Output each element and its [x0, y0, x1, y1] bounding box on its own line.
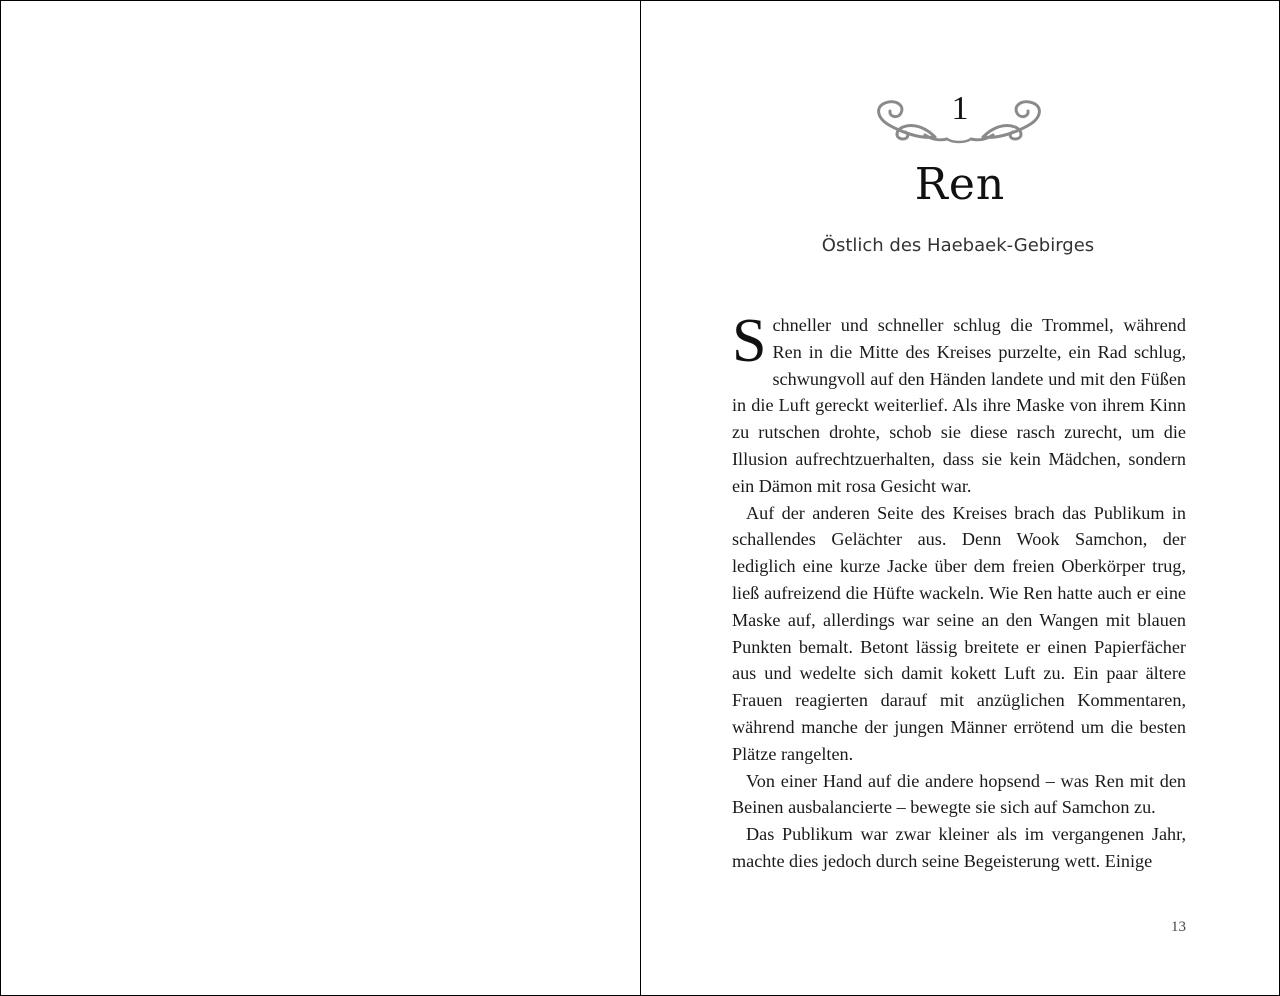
left-page-blank [1, 1, 641, 995]
paragraph: Von einer Hand auf die andere hopsend – was Ren mit den Beinen ausbalancierte – bewegte sie sich auf Samchon zu. [732, 770, 1186, 818]
chapter-subtitle: Östlich des Haebaek-Gebirges [821, 235, 1095, 256]
chapter-number: 1 [951, 90, 969, 127]
paragraph-text: chneller und schneller schlug die Trommel, während Ren in die Mitte des Kreises purzelte, ein Rad schlug, schwungvoll auf den Händen landete und mit den Füßen in die Luft gereckt weiterlief. Als ihre Maske von ihrem Kinn zu rutschen drohte, schob sie diese rasch zurecht, um die Illusion aufrechtzuerhalten, dass sie kein Mädchen, sondern ein Dämon mit rosa Gesicht war. [732, 315, 1186, 496]
dropcap: S [732, 307, 767, 375]
chapter-body [732, 307, 1186, 875]
paragraph: Das Publikum war zwar kleiner als im vergangenen Jahr, machte dies jedoch durch seine Begeisterung wett. Einige [732, 824, 1186, 871]
paragraph: Auf der anderen Seite des Kreises brach das Publikum in schallendes Gelächter aus. Denn Wook Samchon, der lediglich eine kurze Jacke über dem freien Oberkörper trug, ließ aufreizend die Hüfte wackeln. Wie Ren hatte auch er eine Maske auf, allerdings war seine an den Wangen mit blauen Punkten bemalt. Betont lässig breitete er einen Papierfächer aus und wedelte sich damit kokett Luft zu. Ein paar ältere Frauen reagierten darauf mit anzüglichen Kommentaren, während manche der jungen Männer errötend um die besten Plätze rangelten. [732, 502, 1186, 764]
page-number: 13 [1171, 919, 1186, 935]
chapter-title: Ren [914, 159, 1006, 210]
paragraph [732, 307, 1186, 500]
right-page [641, 1, 1279, 995]
